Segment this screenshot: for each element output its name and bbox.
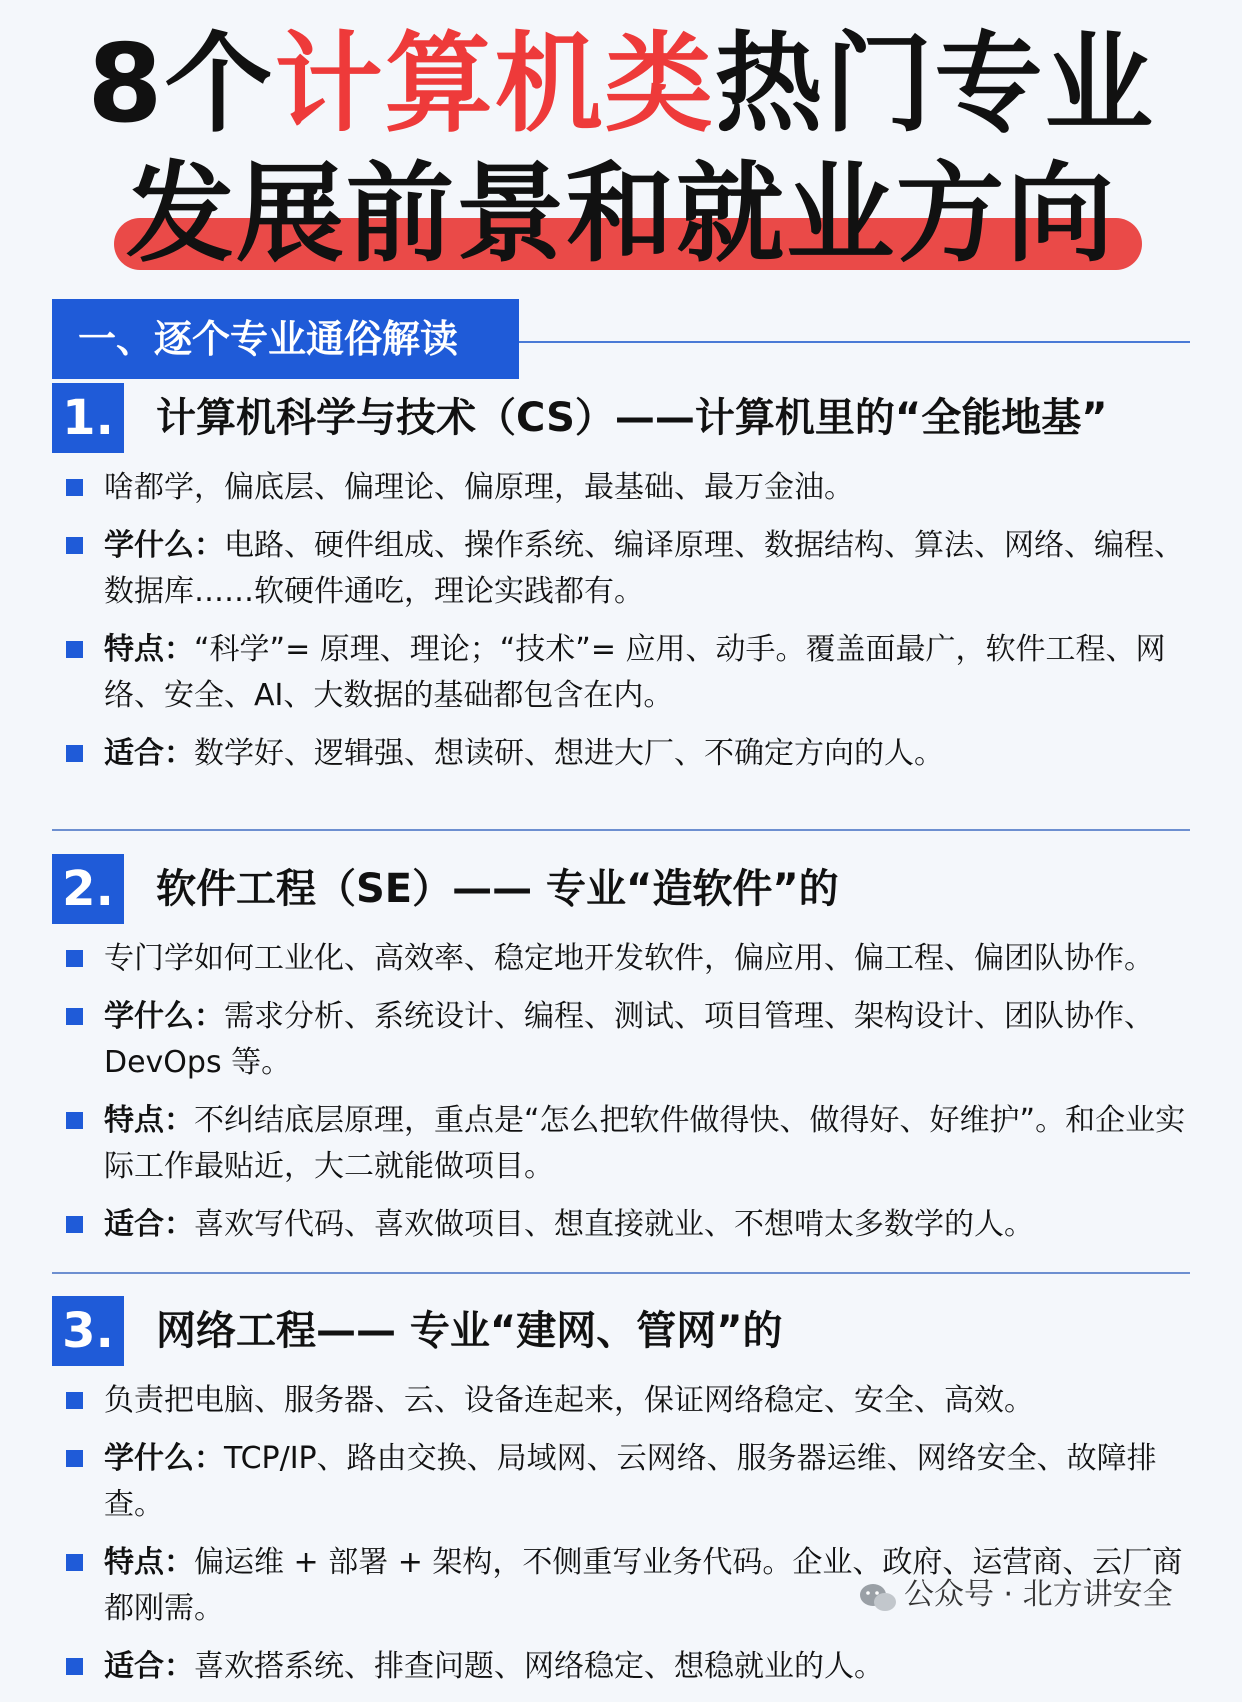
bullet-square-icon — [66, 745, 83, 762]
bullet-square-icon — [66, 1216, 83, 1233]
bullet-text: 不纠结底层原理，重点是“怎么把软件做得快、做得好、好维护”。和企业实际工作最贴近，大二就能做项目。 — [104, 1103, 1186, 1184]
number-badge: 1. — [52, 383, 124, 453]
divider — [52, 1272, 1190, 1274]
section-label: 一、逐个专业通俗解读 — [52, 299, 519, 379]
bullet-label: 学什么： — [104, 528, 224, 563]
bullet-list — [52, 936, 1190, 1248]
divider — [52, 829, 1190, 831]
bullet-square-icon — [66, 537, 83, 554]
list-item — [52, 1098, 1190, 1190]
bullet-text: TCP/IP、路由交换、局域网、云网络、服务器运维、网络安全、故障排查。 — [104, 1441, 1157, 1522]
bullet-label: 特点： — [104, 1103, 194, 1138]
title-line-1 — [0, 20, 1242, 150]
title-line-2 — [126, 150, 1116, 280]
bullet-text: 偏运维 + 部署 + 架构，不侧重写业务代码。企业、政府、运营商、云厂商都刚需。 — [104, 1545, 1183, 1626]
bullet-text: 电路、硬件组成、操作系统、编译原理、数据结构、算法、网络、编程、数据库……软硬件通吃，理论实践都有。 — [104, 528, 1184, 609]
bullet-square-icon — [66, 1008, 83, 1025]
list-item — [52, 627, 1190, 719]
bullet-square-icon — [66, 950, 83, 967]
major-header — [52, 1296, 1190, 1366]
list-item — [52, 465, 1190, 511]
bullet-label: 特点： — [104, 1545, 194, 1580]
major-title: 软件工程（SE）—— 专业“造软件”的 — [156, 866, 839, 912]
bullet-text: “科学”= 原理、理论；“技术”= 应用、动手。覆盖面最广，软件工程、网络、安全、AI、大数据的基础都包含在内。 — [104, 632, 1166, 713]
list-item — [52, 523, 1190, 615]
bullet-text: 啥都学，偏底层、偏理论、偏原理，最基础、最万金油。 — [104, 470, 854, 505]
bullet-text: 负责把电脑、服务器、云、设备连起来，保证网络稳定、安全、高效。 — [104, 1383, 1034, 1418]
watermark — [858, 1568, 1173, 1622]
section-header — [52, 299, 1190, 379]
bullet-text: 数学好、逻辑强、想读研、想进大厂、不确定方向的人。 — [194, 736, 944, 771]
bullet-list — [52, 465, 1190, 777]
title-highlight-text: 计算机类 — [274, 22, 715, 147]
bullet-square-icon — [66, 1112, 83, 1129]
major-title: 网络工程—— 专业“建网、管网”的 — [156, 1308, 783, 1354]
major-cs — [52, 383, 1190, 789]
title-suffix: 热门专业 — [714, 22, 1155, 147]
list-item — [52, 1436, 1190, 1528]
major-se — [52, 854, 1190, 1260]
number-badge: 3. — [52, 1296, 124, 1366]
bullet-square-icon — [66, 1450, 83, 1467]
list-item — [52, 994, 1190, 1086]
major-header — [52, 854, 1190, 924]
number-badge: 2. — [52, 854, 124, 924]
bullet-label: 适合： — [104, 1207, 194, 1242]
bullet-list — [52, 1378, 1190, 1690]
bullet-label: 适合： — [104, 1649, 194, 1684]
bullet-label: 特点： — [104, 632, 194, 667]
subtitle: 发展前景和就业方向 — [125, 152, 1116, 277]
bullet-square-icon — [66, 1554, 83, 1571]
major-network — [52, 1296, 1190, 1702]
bullet-square-icon — [66, 1392, 83, 1409]
bullet-square-icon — [66, 1658, 83, 1675]
bullet-text: 需求分析、系统设计、编程、测试、项目管理、架构设计、团队协作、DevOps 等。 — [104, 999, 1154, 1080]
title-prefix: 8个 — [87, 22, 275, 147]
list-item — [52, 731, 1190, 777]
list-item — [52, 1378, 1190, 1424]
bullet-text: 专门学如何工业化、高效率、稳定地开发软件，偏应用、偏工程、偏团队协作。 — [104, 941, 1154, 976]
bullet-text: 喜欢写代码、喜欢做项目、想直接就业、不想啃太多数学的人。 — [194, 1207, 1034, 1242]
bullet-label: 学什么： — [104, 1441, 224, 1476]
wechat-icon — [858, 1579, 898, 1613]
bullet-square-icon — [66, 479, 83, 496]
list-item — [52, 1202, 1190, 1248]
bullet-text: 喜欢搭系统、排查问题、网络稳定、想稳就业的人。 — [194, 1649, 884, 1684]
list-item — [52, 1644, 1190, 1690]
page-title — [0, 20, 1242, 280]
bullet-label: 学什么： — [104, 999, 224, 1034]
bullet-label: 适合： — [104, 736, 194, 771]
major-header — [52, 383, 1190, 453]
bullet-square-icon — [66, 641, 83, 658]
list-item — [52, 936, 1190, 982]
major-title: 计算机科学与技术（CS）——计算机里的“全能地基” — [156, 395, 1108, 441]
watermark-text: 公众号 · 北方讲安全 — [904, 1577, 1173, 1612]
section-rule — [519, 341, 1190, 343]
